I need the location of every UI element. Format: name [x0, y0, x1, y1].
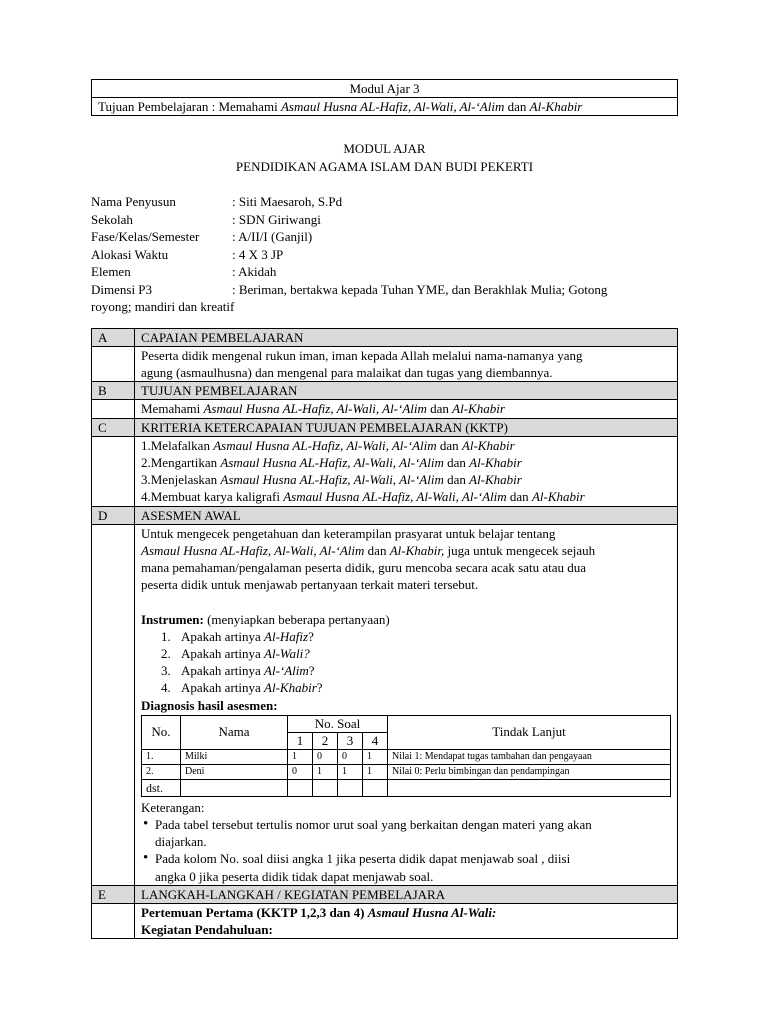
question-text: Apakah artinya: [181, 680, 265, 696]
empty-cell: [92, 400, 135, 418]
text-dan: dan: [364, 542, 390, 558]
question-post: ?: [308, 663, 315, 679]
info-value: : Siti Maesaroh, S.Pd: [232, 194, 343, 209]
question-post: ?: [316, 680, 323, 696]
list-item: [141, 816, 671, 850]
section-title: KRITERIA KETERCAPAIAN TUJUAN PEMBELAJARAN (KKTP): [135, 418, 678, 436]
row-score: 0: [288, 764, 313, 779]
section-b-body: [92, 400, 678, 418]
question-text: Apakah artinya: [181, 663, 265, 679]
soal-number: 4: [363, 732, 388, 749]
text-dan: dan: [436, 437, 462, 453]
question-number: 4.: [161, 680, 171, 696]
empty-cell: [92, 346, 135, 381]
module-content-table: [91, 328, 678, 940]
table-row: [142, 779, 671, 796]
kktp-item: [141, 471, 671, 488]
col-no-header: No.: [142, 715, 181, 749]
text-last: Al-Khabir: [469, 472, 522, 488]
empty-cell: [388, 779, 671, 796]
info-row-phase: [91, 228, 678, 246]
text-last: Al-Khabir: [452, 401, 505, 417]
question-item: [161, 628, 671, 645]
info-value: : Akidah: [232, 264, 277, 279]
question-number: 1.: [161, 628, 171, 644]
spacer: [141, 594, 671, 611]
instrument-text: (menyiapkan beberapa pertanyaan): [203, 611, 390, 627]
section-e-content: [135, 903, 678, 938]
question-item: [161, 645, 671, 662]
meeting-pre: Pertemuan Pertama (KKTP 1,2,3 dan 4): [141, 904, 368, 920]
text-pre: 3.Menjelaskan: [141, 472, 221, 488]
section-c-header: [92, 418, 678, 436]
info-value: : Beriman, bertakwa kepada Tuhan YME, dan Berakhlak Mulia; Gotong: [232, 281, 608, 297]
question-name: Al-‘Alim: [264, 663, 309, 679]
text-line: mana pemahaman/pengalaman peserta didik, guru mencoba secara acak satu atau dua: [141, 560, 587, 576]
question-item: [161, 662, 671, 679]
question-name: Al-Hafiz: [264, 628, 309, 644]
info-key: Nama Penyusun: [91, 194, 176, 209]
info-key: Elemen: [91, 264, 131, 279]
info-row-dimension: [91, 281, 678, 299]
section-a-body: [92, 346, 678, 381]
info-row-element: [91, 263, 678, 281]
section-letter: A: [92, 328, 135, 346]
goal-last: Al-Khabir: [529, 99, 583, 114]
text-line: [141, 542, 671, 559]
activity-line: [141, 921, 671, 938]
section-title: CAPAIAN PEMBELAJARAN: [135, 328, 678, 346]
kktp-item: [141, 437, 671, 454]
question-name: Al-Khabir: [264, 680, 317, 696]
row-score: 0: [313, 749, 338, 764]
text-topic: Asmaul Husna AL-Hafiz, Al-Wali, Al-‘Alim: [283, 489, 507, 505]
row-dst: dst.: [142, 779, 181, 796]
text-last: Al-Khabir: [531, 489, 585, 505]
document-title: [91, 140, 678, 176]
module-goal: [92, 98, 678, 116]
empty-cell: [338, 779, 363, 796]
info-row-school: [91, 211, 678, 229]
section-e-body: [92, 903, 678, 938]
section-letter: E: [92, 885, 135, 903]
diagnosis-label: [141, 697, 671, 714]
section-a-header: [92, 328, 678, 346]
table-row: [142, 764, 671, 779]
activity-label: Kegiatan Pendahuluan:: [141, 922, 273, 938]
section-title: ASESMEN AWAL: [135, 506, 678, 524]
module-title: Modul Ajar 3: [92, 80, 678, 98]
soal-number: 2: [313, 732, 338, 749]
text-topic: Asmaul Husna AL-Hafiz, Al-Wali, Al-‘Alim: [220, 454, 444, 470]
col-soal-header: No. Soal: [288, 715, 388, 732]
module-header-table: [91, 79, 678, 116]
row-no: 2.: [142, 764, 181, 779]
goal-prefix: Tujuan Pembelajaran : Memahami: [98, 99, 281, 114]
section-b-header: [92, 382, 678, 400]
row-nama: Milki: [181, 749, 288, 764]
soal-number: 1: [288, 732, 313, 749]
text-last: Al-Khabir,: [389, 542, 445, 558]
empty-cell: [313, 779, 338, 796]
diagnosis-label-text: Diagnosis hasil asesmen:: [141, 697, 278, 713]
section-c-list: [135, 436, 678, 506]
row-score: 1: [313, 764, 338, 779]
section-letter: D: [92, 506, 135, 524]
text-topic: Asmaul Husna AL-Hafiz, Al-Wali, Al-‘Alim: [220, 472, 444, 488]
info-value: : SDN Giriwangi: [232, 211, 321, 227]
text-pre: 1.Melafalkan: [141, 437, 214, 453]
row-score: 1: [363, 764, 388, 779]
question-number: 2.: [161, 645, 171, 661]
col-tindak-header: Tindak Lanjut: [388, 715, 671, 749]
info-value: : A/II/I (Ganjil): [232, 229, 313, 244]
kktp-item: [141, 488, 671, 505]
question-number: 3.: [161, 663, 171, 679]
document-page: [91, 79, 678, 939]
question-text: Apakah artinya: [181, 645, 265, 661]
info-row-time: [91, 246, 678, 264]
identity-block: [91, 193, 678, 316]
row-score: 1: [288, 749, 313, 764]
text-topic: Asmaul Husna AL-Hafiz, Al-Wali, Al-‘Alim: [213, 437, 437, 453]
text-line: agung (asmaulhusna) dan mengenal para malaikat dan tugas yang diembannya.: [141, 364, 553, 380]
info-dimension-continued: royong; mandiri dan kreatif: [91, 299, 235, 314]
question-item: [161, 679, 671, 696]
keterangan-list: [141, 816, 671, 885]
text-dan: dan: [426, 401, 453, 417]
section-letter: B: [92, 382, 135, 400]
question-text: Apakah artinya: [181, 628, 265, 644]
text-line: Untuk mengecek pengetahuan dan keterampilan prasyarat untuk belajar tentang: [141, 525, 556, 541]
col-nama-header: Nama: [181, 715, 288, 749]
text-pre: 2.Mengartikan: [141, 454, 221, 470]
instrument-line: [141, 611, 671, 628]
bullet-line: • Pada kolom No. soal diisi angka 1 jika peserta didik dapat menjawab soal , diisi: [155, 851, 571, 867]
text-line: Peserta didik mengenal rukun iman, iman kepada Allah melalui nama-namanya yang: [141, 347, 583, 363]
empty-cell: [363, 779, 388, 796]
bullet-line: diajarkan.: [155, 834, 207, 850]
section-title: LANGKAH-LANGKAH / KEGIATAN PEMBELAJARA: [135, 885, 678, 903]
section-c-body: [92, 436, 678, 506]
title-line-2: PENDIDIKAN AGAMA ISLAM DAN BUDI PEKERTI: [235, 159, 534, 174]
text-dan: dan: [443, 472, 470, 488]
section-d-content: [135, 524, 678, 885]
info-row-author: [91, 193, 678, 211]
row-score: 1: [363, 749, 388, 764]
row-score: 0: [338, 749, 363, 764]
kktp-item: [141, 454, 671, 471]
section-b-text: [135, 400, 678, 418]
section-a-text: [135, 346, 678, 381]
row-nama: Deni: [181, 764, 288, 779]
text-dan: dan: [443, 454, 470, 470]
empty-cell: [92, 436, 135, 506]
question-list: [161, 628, 671, 697]
info-key: Dimensi P3: [91, 281, 153, 297]
row-tindak: Nilai 0: Perlu bimbingan dan pendampingan: [388, 764, 671, 779]
row-no: 1.: [142, 749, 181, 764]
soal-number: 3: [338, 732, 363, 749]
text-pre: Memahami: [141, 401, 204, 417]
list-item: [141, 850, 671, 884]
row-score: 1: [338, 764, 363, 779]
section-title: TUJUAN PEMBELAJARAN: [135, 382, 678, 400]
section-d-body: [92, 524, 678, 885]
section-letter: C: [92, 418, 135, 436]
keterangan-label: Keterangan:: [141, 799, 205, 815]
bullet-line: angka 0 jika peserta didik tidak dapat menjawab soal.: [155, 868, 434, 884]
diag-header-row: [142, 715, 671, 732]
text-topic: Asmaul Husna AL-Hafiz, Al-Wali, Al-‘Alim: [141, 542, 365, 558]
goal-topic: Asmaul Husna AL-Hafiz, Al-Wali, Al-‘Alim: [280, 99, 505, 114]
text-topic: Asmaul Husna AL-Hafiz, Al-Wali, Al-‘Alim: [203, 401, 427, 417]
question-name: Al-Wali?: [264, 645, 310, 661]
info-value: : 4 X 3 JP: [232, 246, 284, 262]
row-tindak: Nilai 1: Mendapat tugas tambahan dan pengayaan: [388, 749, 671, 764]
text-dan: dan: [506, 489, 532, 505]
empty-cell: [288, 779, 313, 796]
meeting-topic: Asmaul Husna Al-Wali:: [367, 904, 497, 920]
title-line-1: MODUL AJAR: [343, 141, 426, 156]
text-rest: juga untuk mengecek sejauh: [444, 542, 596, 558]
text-line: peserta didik untuk menjawab pertanyaan terkait materi tersebut.: [141, 577, 479, 593]
section-e-header: [92, 885, 678, 903]
table-row: [142, 749, 671, 764]
empty-cell: [181, 779, 288, 796]
empty-cell: [92, 903, 135, 938]
text-last: Al-Khabir: [469, 454, 522, 470]
question-post: ?: [308, 628, 314, 644]
info-key: Sekolah: [91, 211, 133, 227]
info-key: Alokasi Waktu: [91, 246, 169, 262]
diagnosis-table: [141, 715, 671, 797]
instrument-label: Instrumen:: [141, 611, 204, 627]
bullet-line: • Pada tabel tersebut tertulis nomor urut soal yang berkaitan dengan materi yang akan: [155, 816, 592, 832]
meeting-line: [141, 904, 671, 921]
info-key: Fase/Kelas/Semester: [91, 229, 200, 244]
text-last: Al-Khabir: [461, 437, 515, 453]
section-d-header: [92, 506, 678, 524]
text-pre: 4.Membuat karya kaligrafi: [141, 489, 284, 505]
goal-dan: dan: [504, 99, 530, 114]
empty-cell: [92, 524, 135, 885]
